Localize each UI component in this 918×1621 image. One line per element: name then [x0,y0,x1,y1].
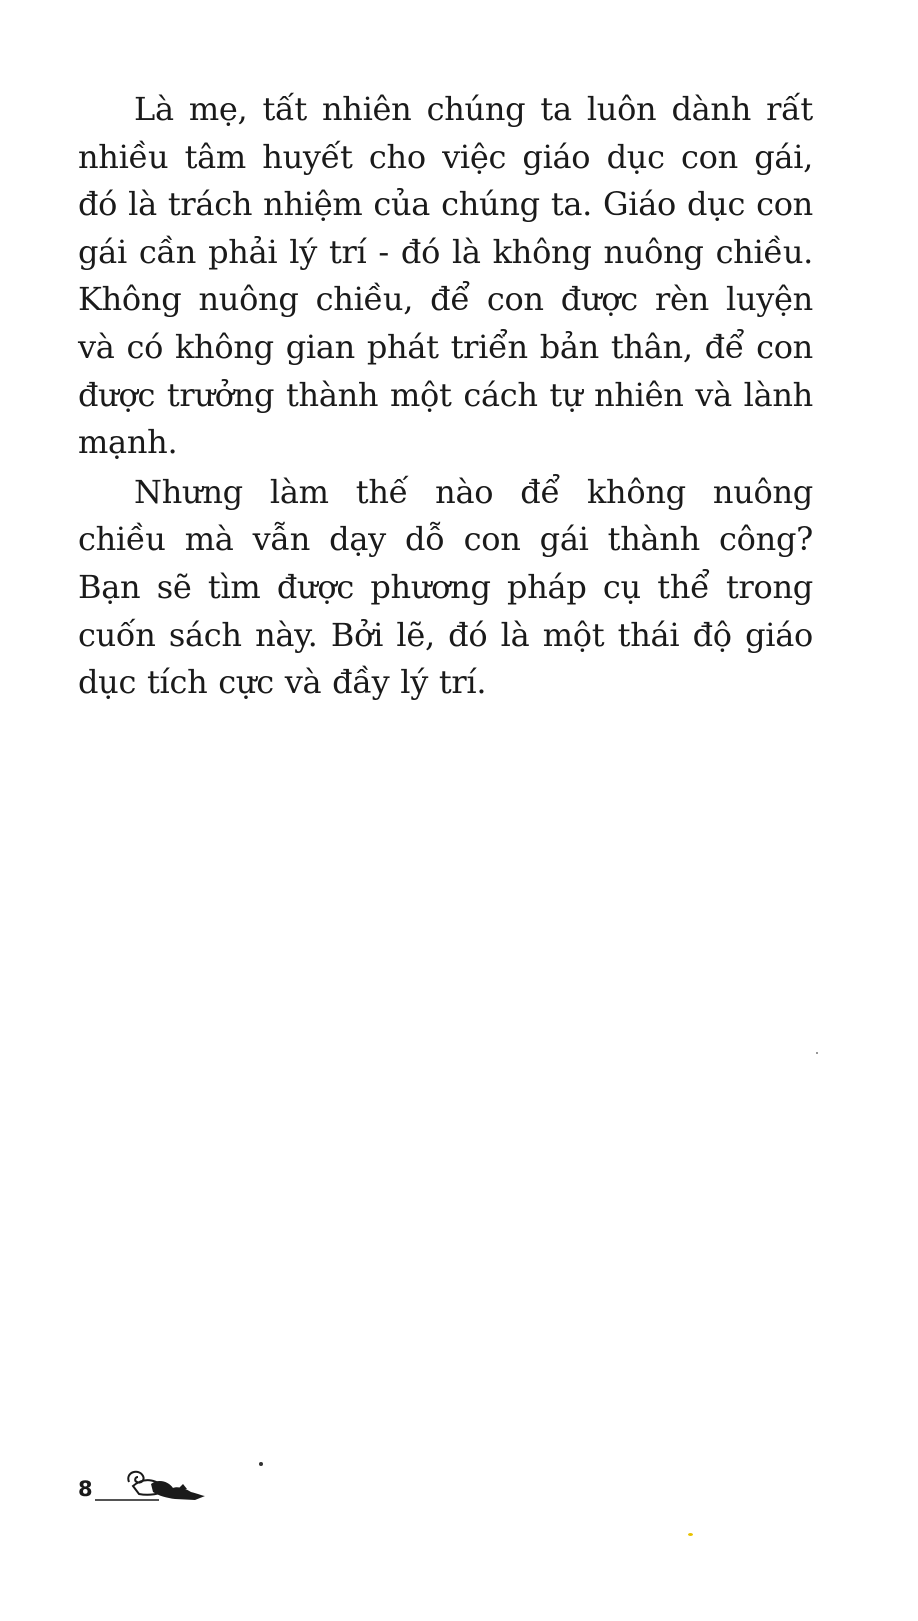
dust-speck [816,1052,818,1054]
swan-ornament-icon [95,1462,207,1506]
paragraph-1: Là mẹ, tất nhiên chúng ta luôn dành rất nhiều tâm huyết cho việc giáo dục con gái, đó là trách nhiệm của chúng ta. Giáo dục con gái cần phải lý trí - đó là không nuông chiều. Không nuông chiều, để con được rèn luyện và có không gian phát triển bản thân, để con được trưởng thành một cách tự nhiên và lành mạnh. [78,90,813,462]
page-number: 8 [78,1477,93,1501]
body-text [78,86,813,707]
paragraph-2: Nhưng làm thế nào để không nuông chiều mà vẫn dạy dỗ con gái thành công? Bạn sẽ tìm được phương pháp cụ thể trong cuốn sách này. Bởi lẽ, đó là một thái độ giáo dục tích cực và đầy lý trí. [78,472,813,702]
dust-speck [688,1533,693,1536]
dust-speck [259,1462,263,1466]
page-footer [78,1462,207,1506]
